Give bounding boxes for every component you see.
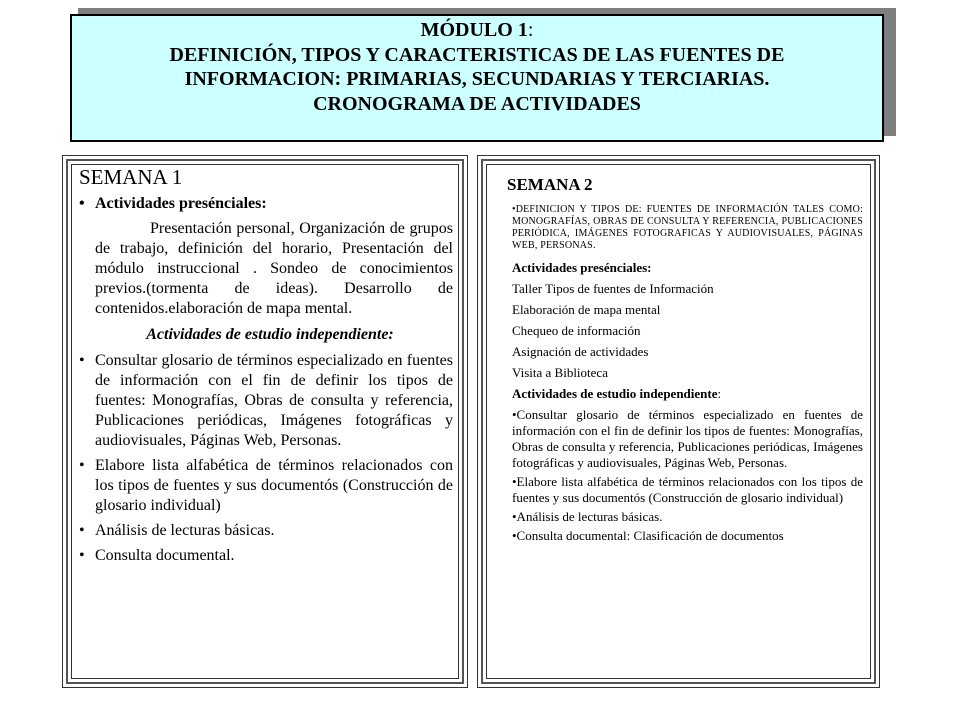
bullet-icon: • (79, 522, 85, 539)
week1-item: • Consultar glosario de términos especializado en fuentes de información con el fin de definir los tipos de fuentes: Monografías, Obras de consulta y referencia, Publicaciones periódicas, Imágenes fotográficas y audiovisuales, Páginas Web, Personas. (79, 352, 453, 449)
module-title-box (70, 14, 884, 142)
week1-item: • Consulta documental. (79, 547, 235, 564)
week1-title: SEMANA 1 (79, 165, 183, 189)
title-line-2: INFORMACION: PRIMARIAS, SECUNDARIAS Y TERCIARIAS. (184, 68, 770, 90)
week1-presenciales-heading: • Actividades presénciales: (79, 195, 267, 212)
week1-independiente-heading: Actividades de estudio independiente: (146, 326, 394, 343)
week2-presencial-item: Visita a Biblioteca (512, 365, 608, 380)
week1-presenciales-text: Presentación personal, Organización de grupos de trabajo, definición del horario, Presentación del módulo instruccional . Sondeo de conocimientos previos.(tormenta de ideas). Desarrollo de contenidos.elaboración de mapa mental. (95, 220, 453, 317)
week2-presencial-item: Elaboración de mapa mental (512, 302, 661, 317)
week2-independiente-heading: Actividades de estudio independiente: (512, 386, 722, 401)
bullet-icon: • (79, 352, 85, 369)
week2-panel (477, 155, 880, 688)
week1-item: • Elabore lista alfabética de términos relacionados con los tipos de fuentes y sus documentós (Construcción de glosario individual) (79, 457, 453, 514)
module-label: MÓDULO 1: (420, 19, 534, 41)
week2-title: SEMANA 2 (507, 175, 593, 194)
bullet-icon: • (79, 457, 85, 474)
week1-item: • Análisis de lecturas básicas. (79, 522, 275, 539)
week2-presencial-item: Taller Tipos de fuentes de Información (512, 281, 714, 296)
week2-presencial-item: Chequeo de información (512, 323, 641, 338)
bullet-icon: • (79, 547, 85, 564)
week2-item: •Análisis de lecturas básicas. (512, 509, 663, 524)
week1-panel (62, 155, 468, 688)
bullet-icon: • (79, 195, 85, 212)
week2-definition: •DEFINICION Y TIPOS DE: FUENTES DE INFORMACIÓN TALES COMO: MONOGRAFÍAS, OBRAS DE CONSULTA Y REFERENCIA, PUBLICACIONES PERIÓDICA, IMÁGENES FOTOGRAFICAS Y AUDIOVISUALES, PÁGINAS WEB, PERSONAS. (512, 204, 863, 251)
week2-item: •Consulta documental: Clasificación de documentos (512, 528, 784, 543)
week2-presencial-item: Asignación de actividades (512, 344, 649, 359)
title-line-3: CRONOGRAMA DE ACTIVIDADES (313, 92, 641, 115)
week2-item: •Consultar glosario de términos especializado en fuentes de información con el fin de definir los tipos de fuentes: Monografías, Obras de consulta y referencia, Publicaciones periódicas, Imágenes fotográficas y audiovisuales, Páginas Web, Personas. (512, 407, 863, 470)
title-line-1: DEFINICIÓN, TIPOS Y CARACTERISTICAS DE LAS FUENTES DE (169, 43, 785, 66)
week2-presenciales-heading: Actividades presénciales: (512, 260, 652, 275)
week2-item: •Elabore lista alfabética de términos relacionados con los tipos de fuentes y sus documentós (Construcción de glosario individual) (512, 474, 863, 505)
